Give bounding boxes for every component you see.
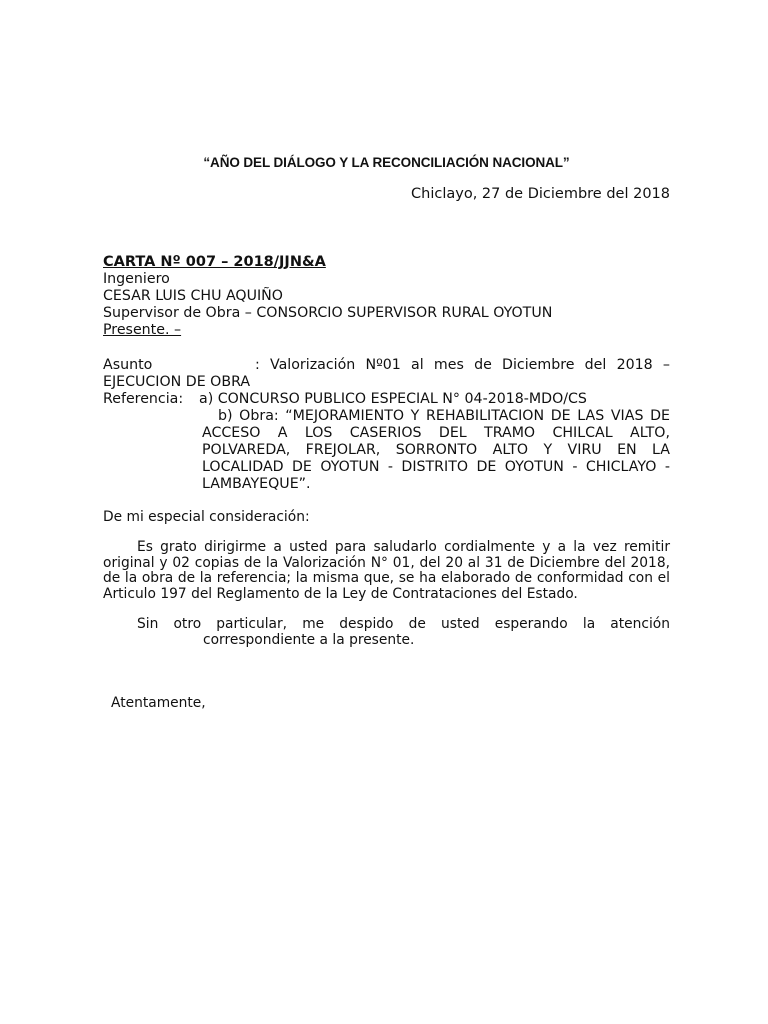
recipient-role: Supervisor de Obra – CONSORCIO SUPERVISOR RURAL OYOTUN [103, 305, 553, 321]
closing: Atentamente, [111, 695, 206, 711]
referencia-b: b) Obra: “MEJORAMIENTO Y REHABILITACION DE LAS VIAS DE ACCESO A LOS CASERIOS DEL TRAMO CHILCAL ALTO, POLVAREDA, FREJOLAR, SORRONTO ALTO Y VIRU EN LA LOCALIDAD DE OYOTUN - DISTRITO DE OYOTUN - CHICLAYO - LAMBAYEQUE”. [202, 408, 670, 492]
asunto-line2: EJECUCION DE OBRA [103, 374, 251, 390]
asunto-row [103, 357, 670, 374]
asunto-line1: : Valorización Nº01 al mes de Diciembre del 2018 – [255, 357, 670, 373]
asunto-label: Asunto [103, 357, 153, 373]
recipient-block [103, 271, 670, 339]
greeting: De mi especial consideración: [103, 509, 310, 525]
year-motto: “AÑO DEL DIÁLOGO Y LA RECONCILIACIÓN NACIONAL” [203, 155, 570, 170]
presente-line: Presente. – [103, 322, 182, 338]
body-paragraph-2-line-2: correspondiente a la presente. [203, 631, 415, 648]
subject-block [103, 357, 670, 493]
referencia-row [103, 391, 670, 408]
body-paragraph-2-line-1: Sin otro particular, me despido de usted esperando la atención [137, 616, 670, 632]
recipient-name: CESAR LUIS CHU AQUIÑO [103, 288, 283, 304]
carta-number: CARTA Nº 007 – 2018/JJN&A [103, 254, 326, 270]
body-paragraph-2 [103, 617, 670, 648]
referencia-label: Referencia: [103, 391, 184, 407]
recipient-title: Ingeniero [103, 271, 170, 287]
referencia-a: a) CONCURSO PUBLICO ESPECIAL N° 04-2018-MDO/CS [199, 391, 587, 407]
body-paragraph-1: Es grato dirigirme a usted para saludarlo cordialmente y a la vez remitir original y 02 copias de la Valorización N° 01, del 20 al 31 de Diciembre del 2018, de la obra de la referencia; la misma que, se ha elaborado de conformidad con el Articulo 197 del Reglamento de la Ley de Contrataciones del Estado. [103, 539, 670, 602]
city-date: Chiclayo, 27 de Diciembre del 2018 [411, 186, 670, 202]
